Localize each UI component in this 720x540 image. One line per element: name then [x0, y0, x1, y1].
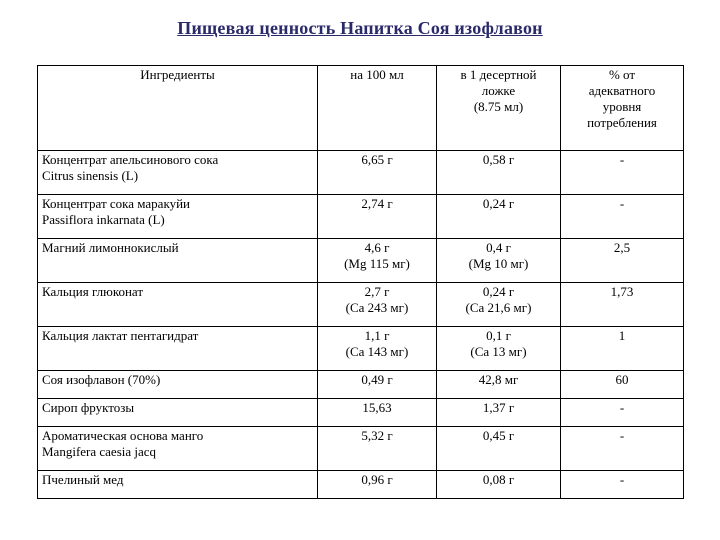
table-row [38, 327, 684, 371]
table-row [38, 195, 684, 239]
ingredient-name: Магний лимоннокислый [38, 239, 318, 283]
per-100ml-value: 0,49 г [318, 371, 437, 399]
per-dessert-value: 0,4 г (Mg 10 мг) [437, 239, 561, 283]
per-100ml-value: 0,96 г [318, 471, 437, 499]
per-100ml-value: 5,32 г [318, 427, 437, 471]
per-dessert-value: 0,45 г [437, 427, 561, 471]
header-row [38, 66, 684, 151]
per-dessert-value: 0,24 г [437, 195, 561, 239]
per-100ml-value: 4,6 г (Mg 115 мг) [318, 239, 437, 283]
percent-value: - [561, 471, 684, 499]
ingredient-name: Пчелиный мед [38, 471, 318, 499]
percent-value: 1 [561, 327, 684, 371]
ingredient-name: Соя изофлавон (70%) [38, 371, 318, 399]
percent-value: 60 [561, 371, 684, 399]
per-100ml-value: 2,7 г (Ca 243 мг) [318, 283, 437, 327]
per-dessert-value: 42,8 мг [437, 371, 561, 399]
per-100ml-value: 6,65 г [318, 151, 437, 195]
table-row [38, 283, 684, 327]
percent-value: - [561, 399, 684, 427]
ingredient-name: Концентрат апельсинового сока Citrus sinensis (L) [38, 151, 318, 195]
percent-value: 1,73 [561, 283, 684, 327]
ingredient-name: Кальция лактат пентагидрат [38, 327, 318, 371]
header-per-100ml: на 100 мл [318, 66, 437, 151]
per-dessert-value: 0,08 г [437, 471, 561, 499]
header-percent-adequate: % от адекватного уровня потребления [561, 66, 684, 151]
percent-value: 2,5 [561, 239, 684, 283]
page-title: Пищевая ценность Напитка Соя изофлавон [177, 18, 543, 38]
percent-value: - [561, 195, 684, 239]
table-row [38, 427, 684, 471]
ingredient-name: Кальция глюконат [38, 283, 318, 327]
ingredient-name: Концентрат сока маракуйи Passiflora inkarnata (L) [38, 195, 318, 239]
percent-value: - [561, 427, 684, 471]
header-ingredients: Ингредиенты [38, 66, 318, 151]
per-dessert-value: 1,37 г [437, 399, 561, 427]
ingredient-name: Ароматическая основа манго Mangifera caesia jacq [38, 427, 318, 471]
per-100ml-value: 1,1 г (Ca 143 мг) [318, 327, 437, 371]
table-row [38, 371, 684, 399]
ingredient-name: Сироп фруктозы [38, 399, 318, 427]
per-dessert-value: 0,58 г [437, 151, 561, 195]
per-100ml-value: 2,74 г [318, 195, 437, 239]
percent-value: - [561, 151, 684, 195]
per-dessert-value: 0,1 г (Ca 13 мг) [437, 327, 561, 371]
per-dessert-value: 0,24 г (Ca 21,6 мг) [437, 283, 561, 327]
nutrition-table [37, 65, 684, 499]
per-100ml-value: 15,63 [318, 399, 437, 427]
table-row [38, 239, 684, 283]
header-per-dessert-spoon: в 1 десертной ложке (8.75 мл) [437, 66, 561, 151]
table-row [38, 151, 684, 195]
table-row [38, 399, 684, 427]
table-row [38, 471, 684, 499]
